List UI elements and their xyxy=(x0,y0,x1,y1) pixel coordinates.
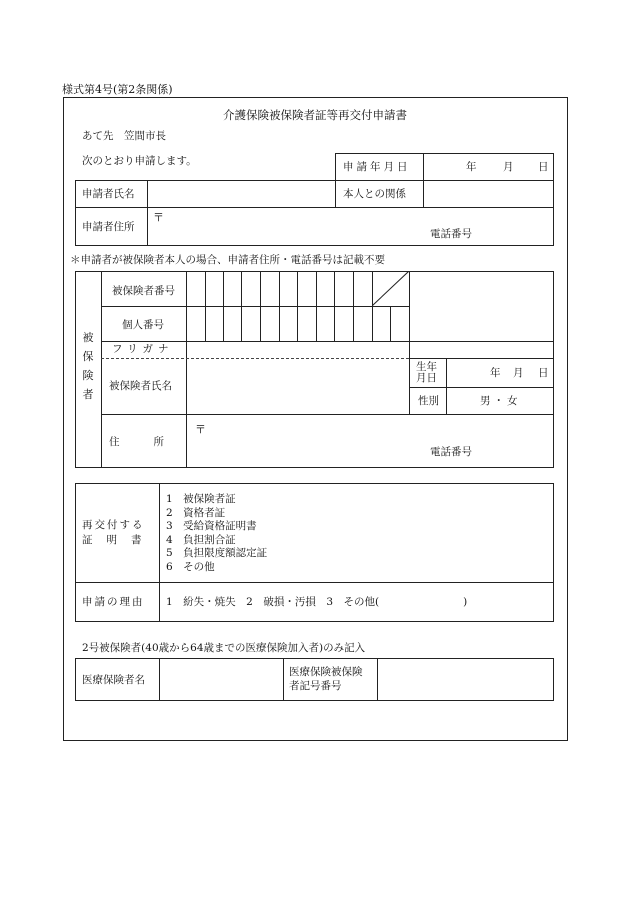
applicant-address-input[interactable] xyxy=(165,210,550,243)
furigana-input[interactable] xyxy=(188,343,408,357)
birth-year: 年 xyxy=(490,367,501,379)
insured-number-blank-cell xyxy=(372,271,409,306)
applicant-name-input[interactable] xyxy=(150,182,332,206)
applicant-note: ＊申請者が被保険者本人の場合、申請者住所・電話番号は記載不要 xyxy=(70,254,385,266)
reissue-items xyxy=(166,493,267,575)
birth-date-input[interactable] xyxy=(450,361,550,385)
relationship-label: 本人との関係 xyxy=(343,188,406,200)
insured-side-label: 被 保 険 者 xyxy=(82,331,94,401)
form-title: 介護保険被保険者証等再交付申請書 xyxy=(223,108,407,122)
apply-date-day: 日 xyxy=(538,161,549,173)
birth-month: 月 xyxy=(513,367,524,379)
insured-address-label: 住所 xyxy=(109,436,198,448)
postal-mark: 〒 xyxy=(153,211,164,224)
addressee: あて先 笠間市長 xyxy=(82,130,166,142)
insured-address-input[interactable] xyxy=(210,418,550,464)
relationship-input[interactable] xyxy=(426,182,551,206)
reissue-item[interactable]: 6 その他 xyxy=(166,560,215,573)
sex-options[interactable]: 男・女 xyxy=(480,395,521,407)
personal-number-input[interactable] xyxy=(187,307,408,340)
reissue-item[interactable]: 5 負担限度額認定証 xyxy=(166,547,268,560)
reissue-item[interactable]: 3 受給資格証明書 xyxy=(166,520,257,533)
insured-postal-mark: 〒 xyxy=(195,423,206,436)
insurer-name-label: 医療保険者名 xyxy=(82,674,145,686)
furigana-label: フリガナ xyxy=(112,343,174,355)
form-number-label: 様式第4号(第2条関係) xyxy=(62,83,173,96)
symbol-label-line1: 医療保険被保険 xyxy=(289,666,363,678)
insurer-name-input[interactable] xyxy=(162,661,280,698)
birth-label: 生年月日 xyxy=(416,361,437,384)
reissue-item[interactable]: 2 資格者証 xyxy=(166,506,226,519)
applicant-phone-label: 電話番号 xyxy=(430,228,472,240)
insured-name-input[interactable] xyxy=(188,360,408,412)
insured-name-label: 被保険者氏名 xyxy=(109,380,172,392)
reissue-item[interactable]: 4 負担割合証 xyxy=(166,533,236,546)
apply-date-label: 申請年月日 xyxy=(343,161,411,173)
applicant-name-label: 申請者氏名 xyxy=(82,188,135,200)
secondary-note: 2号被保険者(40歳から64歳までの医療保険加入者)のみ記入 xyxy=(82,642,366,654)
apply-date-input[interactable] xyxy=(430,156,550,178)
reason-label: 申請の理由 xyxy=(82,596,145,608)
symbol-number-input[interactable] xyxy=(380,661,551,698)
insured-phone-label: 電話番号 xyxy=(430,446,472,458)
reissue-item[interactable]: 1 被保険者証 xyxy=(166,493,236,505)
sex-label: 性別 xyxy=(418,395,439,407)
apply-date-month: 月 xyxy=(503,161,514,173)
reissue-label-line2: 証明書 xyxy=(82,534,156,546)
symbol-label-line2: 者記号番号 xyxy=(289,680,342,692)
intro-text: 次のとおり申請します。 xyxy=(82,155,197,167)
personal-number-label: 個人番号 xyxy=(122,319,164,331)
applicant-address-label: 申請者住所 xyxy=(82,221,135,233)
birth-day: 日 xyxy=(538,367,549,379)
apply-date-year: 年 xyxy=(466,161,477,173)
reason-options[interactable]: 1 紛失・焼失 2 破損・汚損 3 その他( ) xyxy=(166,596,468,608)
insured-number-label: 被保険者番号 xyxy=(112,285,175,297)
insured-number-input[interactable] xyxy=(187,272,372,305)
reissue-label-line1: 再交付する xyxy=(82,519,145,531)
